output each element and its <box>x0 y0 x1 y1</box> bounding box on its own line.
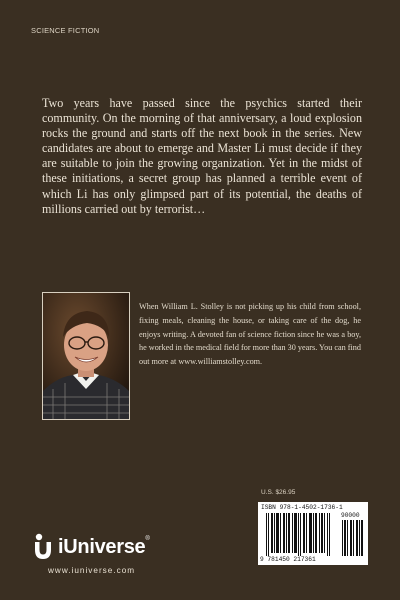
isbn-text: ISBN 978-1-4502-1736-1 <box>261 504 343 511</box>
author-portrait-image <box>43 293 129 419</box>
barcode-addon-number: 90000 <box>341 512 360 519</box>
genre-label: SCIENCE FICTION <box>31 26 100 35</box>
isbn-barcode <box>258 502 368 565</box>
author-bio: When William L. Stolley is not picking up his child from school, fixing meals, cleaning the house, or taking care of the dog, he enjoys writing. A devoted fan of science fiction since he was a boy, he worked in the medical field for more than 30 years. You can find out more at www.williamstolley.com. <box>139 302 361 367</box>
iuniverse-logo-icon <box>30 532 56 562</box>
publisher-name: iUniverse <box>58 535 146 558</box>
publisher-website: www.iuniverse.com <box>48 566 136 575</box>
author-photo <box>42 292 130 420</box>
barcode-number: 9 781450 217361 <box>260 556 316 563</box>
registered-mark: ® <box>145 536 150 542</box>
price-label: U.S. $26.95 <box>261 489 296 496</box>
publisher-logo <box>30 530 150 564</box>
book-blurb: Two years have passed since the psychics started their community. On the morning of that anniversary, a loud explosion rocks the ground and starts off the next book in the series. New candidates are about to emerge and Master Li must decide if they are suitable to join the growing organization. Yet in the midst of these initiations, a secret group has planned a terrible event of which Li has only glimpsed part of its potential, the deaths of millions carried out by terrorist… <box>42 96 362 216</box>
